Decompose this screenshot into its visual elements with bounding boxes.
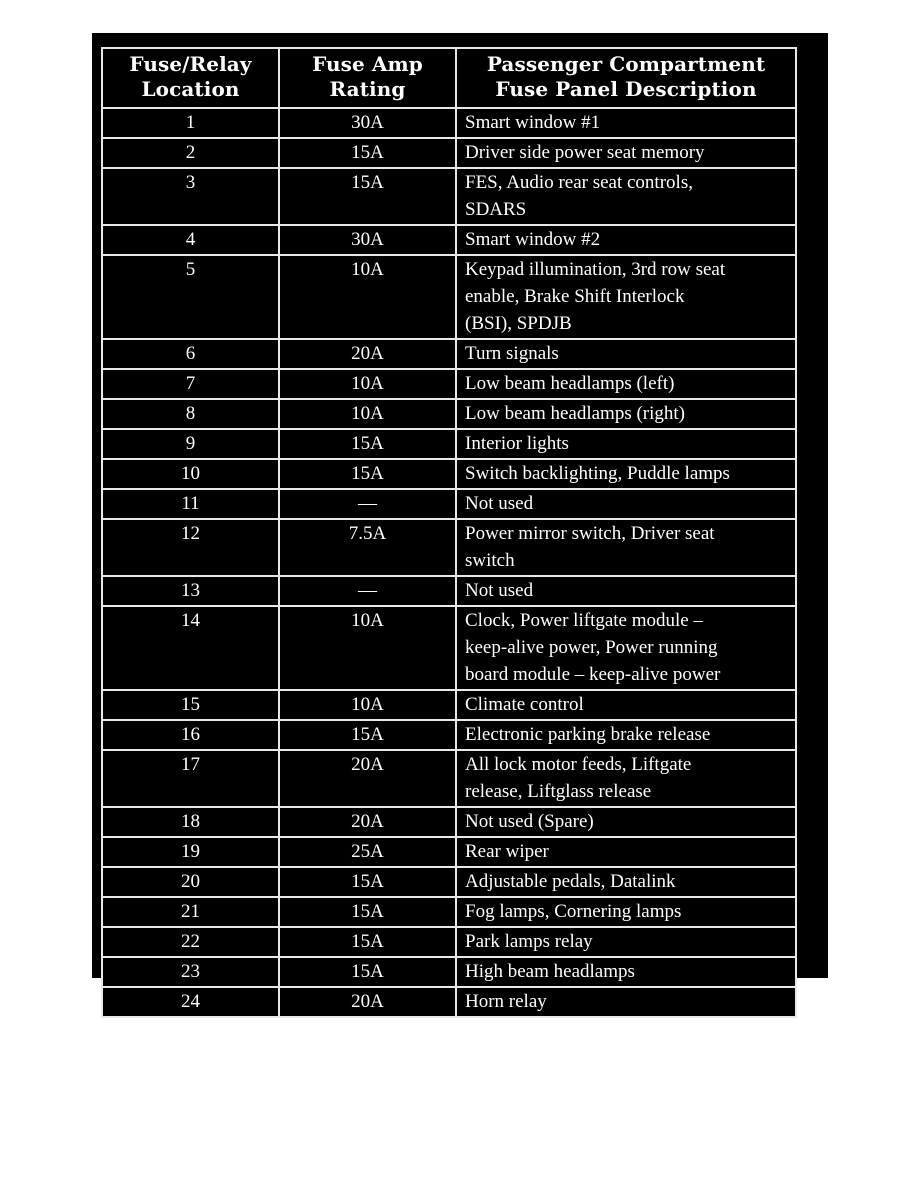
description-line: Not used (465, 580, 534, 601)
column-header-panel-description (456, 48, 796, 108)
cell-fuse-location: 14 (102, 606, 279, 690)
cell-fuse-location: 7 (102, 369, 279, 399)
description-line: keep-alive power, Power running (465, 637, 718, 658)
table-row (102, 255, 796, 339)
cell-fuse-location: 6 (102, 339, 279, 369)
table-header-row (102, 48, 796, 108)
cell-fuse-amp-rating: 15A (279, 459, 456, 489)
cell-fuse-amp-rating: 15A (279, 867, 456, 897)
cell-fuse-description (456, 867, 796, 897)
description-line: Electronic parking brake release (465, 724, 711, 745)
description-line: Low beam headlamps (right) (465, 403, 686, 424)
description-line: Smart window #1 (465, 112, 601, 133)
table-row (102, 399, 796, 429)
cell-fuse-description (456, 225, 796, 255)
table-row (102, 720, 796, 750)
column-header-line: Fuse Amp (312, 52, 423, 76)
cell-fuse-location: 18 (102, 807, 279, 837)
cell-fuse-location: 19 (102, 837, 279, 867)
table-row (102, 369, 796, 399)
table-row (102, 807, 796, 837)
cell-fuse-amp-rating: 15A (279, 168, 456, 225)
description-line: Switch backlighting, Puddle lamps (465, 463, 730, 484)
column-header-line: Passenger Compartment Fuse (486, 52, 766, 101)
description-line: Clock, Power liftgate module – (465, 610, 703, 631)
cell-fuse-description (456, 987, 796, 1017)
table-row (102, 459, 796, 489)
cell-fuse-amp-rating: — (279, 489, 456, 519)
description-line: Interior lights (465, 433, 569, 454)
description-line: release, Liftglass release (465, 781, 652, 802)
cell-fuse-amp-rating: 20A (279, 987, 456, 1017)
description-line: All lock motor feeds, Liftgate (465, 754, 692, 775)
table-row (102, 339, 796, 369)
cell-fuse-location: 17 (102, 750, 279, 807)
cell-fuse-location: 24 (102, 987, 279, 1017)
cell-fuse-location: 11 (102, 489, 279, 519)
column-header-line: Location (141, 77, 240, 101)
cell-fuse-location: 5 (102, 255, 279, 339)
table-row (102, 837, 796, 867)
cell-fuse-description (456, 168, 796, 225)
column-header-line: Fuse/Relay (129, 52, 252, 76)
cell-fuse-location: 15 (102, 690, 279, 720)
cell-fuse-description (456, 690, 796, 720)
description-line: Park lamps relay (465, 931, 593, 952)
cell-fuse-description (456, 720, 796, 750)
table-row (102, 168, 796, 225)
table-row (102, 225, 796, 255)
description-line: Not used (465, 493, 534, 514)
cell-fuse-amp-rating: 15A (279, 957, 456, 987)
description-line: switch (465, 550, 515, 571)
cell-fuse-amp-rating: 20A (279, 807, 456, 837)
column-header-fuse-relay-location (102, 48, 279, 108)
table-row (102, 606, 796, 690)
cell-fuse-location: 21 (102, 897, 279, 927)
description-line: Adjustable pedals, Datalink (465, 871, 676, 892)
description-line: Driver side power seat memory (465, 142, 705, 163)
table-row (102, 987, 796, 1017)
fuse-panel-block (92, 33, 828, 1012)
cell-fuse-amp-rating: 15A (279, 138, 456, 168)
table-row (102, 576, 796, 606)
cell-fuse-description (456, 606, 796, 690)
description-line: FES, Audio rear seat controls, (465, 172, 693, 193)
fuse-panel-table (101, 47, 797, 1018)
cell-fuse-description (456, 897, 796, 927)
cell-fuse-description (456, 927, 796, 957)
cell-fuse-amp-rating: 10A (279, 690, 456, 720)
cell-fuse-description (456, 957, 796, 987)
cell-fuse-amp-rating: 10A (279, 399, 456, 429)
cell-fuse-description (456, 255, 796, 339)
table-row (102, 108, 796, 138)
description-line: Rear wiper (465, 841, 549, 862)
table-row (102, 429, 796, 459)
description-line: (BSI), SPDJB (465, 313, 572, 334)
table-row (102, 519, 796, 576)
cell-fuse-description (456, 576, 796, 606)
table-row (102, 897, 796, 927)
cell-fuse-amp-rating: 7.5A (279, 519, 456, 576)
description-line: Smart window #2 (465, 229, 601, 250)
cell-fuse-location: 2 (102, 138, 279, 168)
cell-fuse-location: 12 (102, 519, 279, 576)
cell-fuse-location: 3 (102, 168, 279, 225)
cell-fuse-location: 22 (102, 927, 279, 957)
description-line: Power mirror switch, Driver seat (465, 523, 715, 544)
cell-fuse-amp-rating: 15A (279, 897, 456, 927)
column-header-line: Panel Description (555, 77, 757, 101)
description-line: Low beam headlamps (left) (465, 373, 675, 394)
cell-fuse-location: 20 (102, 867, 279, 897)
description-line: Horn relay (465, 991, 547, 1012)
cell-fuse-amp-rating: 10A (279, 606, 456, 690)
cell-fuse-location: 8 (102, 399, 279, 429)
description-line: SDARS (465, 199, 527, 220)
cell-fuse-description (456, 519, 796, 576)
cell-fuse-description (456, 339, 796, 369)
table-row (102, 690, 796, 720)
cell-fuse-amp-rating: 15A (279, 429, 456, 459)
table-row (102, 489, 796, 519)
cell-fuse-location: 1 (102, 108, 279, 138)
description-line: enable, Brake Shift Interlock (465, 286, 685, 307)
cell-fuse-description (456, 459, 796, 489)
cell-fuse-description (456, 369, 796, 399)
description-line: Keypad illumination, 3rd row seat (465, 259, 726, 280)
cell-fuse-amp-rating: 25A (279, 837, 456, 867)
cell-fuse-amp-rating: — (279, 576, 456, 606)
description-line: Not used (Spare) (465, 811, 594, 832)
cell-fuse-description (456, 429, 796, 459)
description-line: board module – keep-alive power (465, 664, 721, 685)
table-row (102, 957, 796, 987)
description-line: High beam headlamps (465, 961, 635, 982)
cell-fuse-amp-rating: 10A (279, 369, 456, 399)
cell-fuse-description (456, 837, 796, 867)
cell-fuse-amp-rating: 15A (279, 720, 456, 750)
cell-fuse-description (456, 138, 796, 168)
cell-fuse-amp-rating: 10A (279, 255, 456, 339)
description-line: Fog lamps, Cornering lamps (465, 901, 682, 922)
table-row (102, 927, 796, 957)
cell-fuse-description (456, 489, 796, 519)
table-row (102, 750, 796, 807)
cell-fuse-amp-rating: 20A (279, 750, 456, 807)
cell-fuse-location: 4 (102, 225, 279, 255)
cell-fuse-description (456, 399, 796, 429)
cell-fuse-location: 16 (102, 720, 279, 750)
table-header (102, 48, 796, 108)
cell-fuse-amp-rating: 30A (279, 108, 456, 138)
table-body (102, 108, 796, 1017)
column-header-line: Rating (329, 77, 406, 101)
cell-fuse-amp-rating: 15A (279, 927, 456, 957)
cell-fuse-description (456, 750, 796, 807)
cell-fuse-location: 9 (102, 429, 279, 459)
cell-fuse-location: 10 (102, 459, 279, 489)
description-line: Turn signals (465, 343, 559, 364)
cell-fuse-amp-rating: 30A (279, 225, 456, 255)
description-line: Climate control (465, 694, 584, 715)
cell-fuse-description (456, 807, 796, 837)
cell-fuse-description (456, 108, 796, 138)
table-row (102, 138, 796, 168)
cell-fuse-location: 13 (102, 576, 279, 606)
table-row (102, 867, 796, 897)
cell-fuse-amp-rating: 20A (279, 339, 456, 369)
cell-fuse-location: 23 (102, 957, 279, 987)
column-header-fuse-amp-rating (279, 48, 456, 108)
